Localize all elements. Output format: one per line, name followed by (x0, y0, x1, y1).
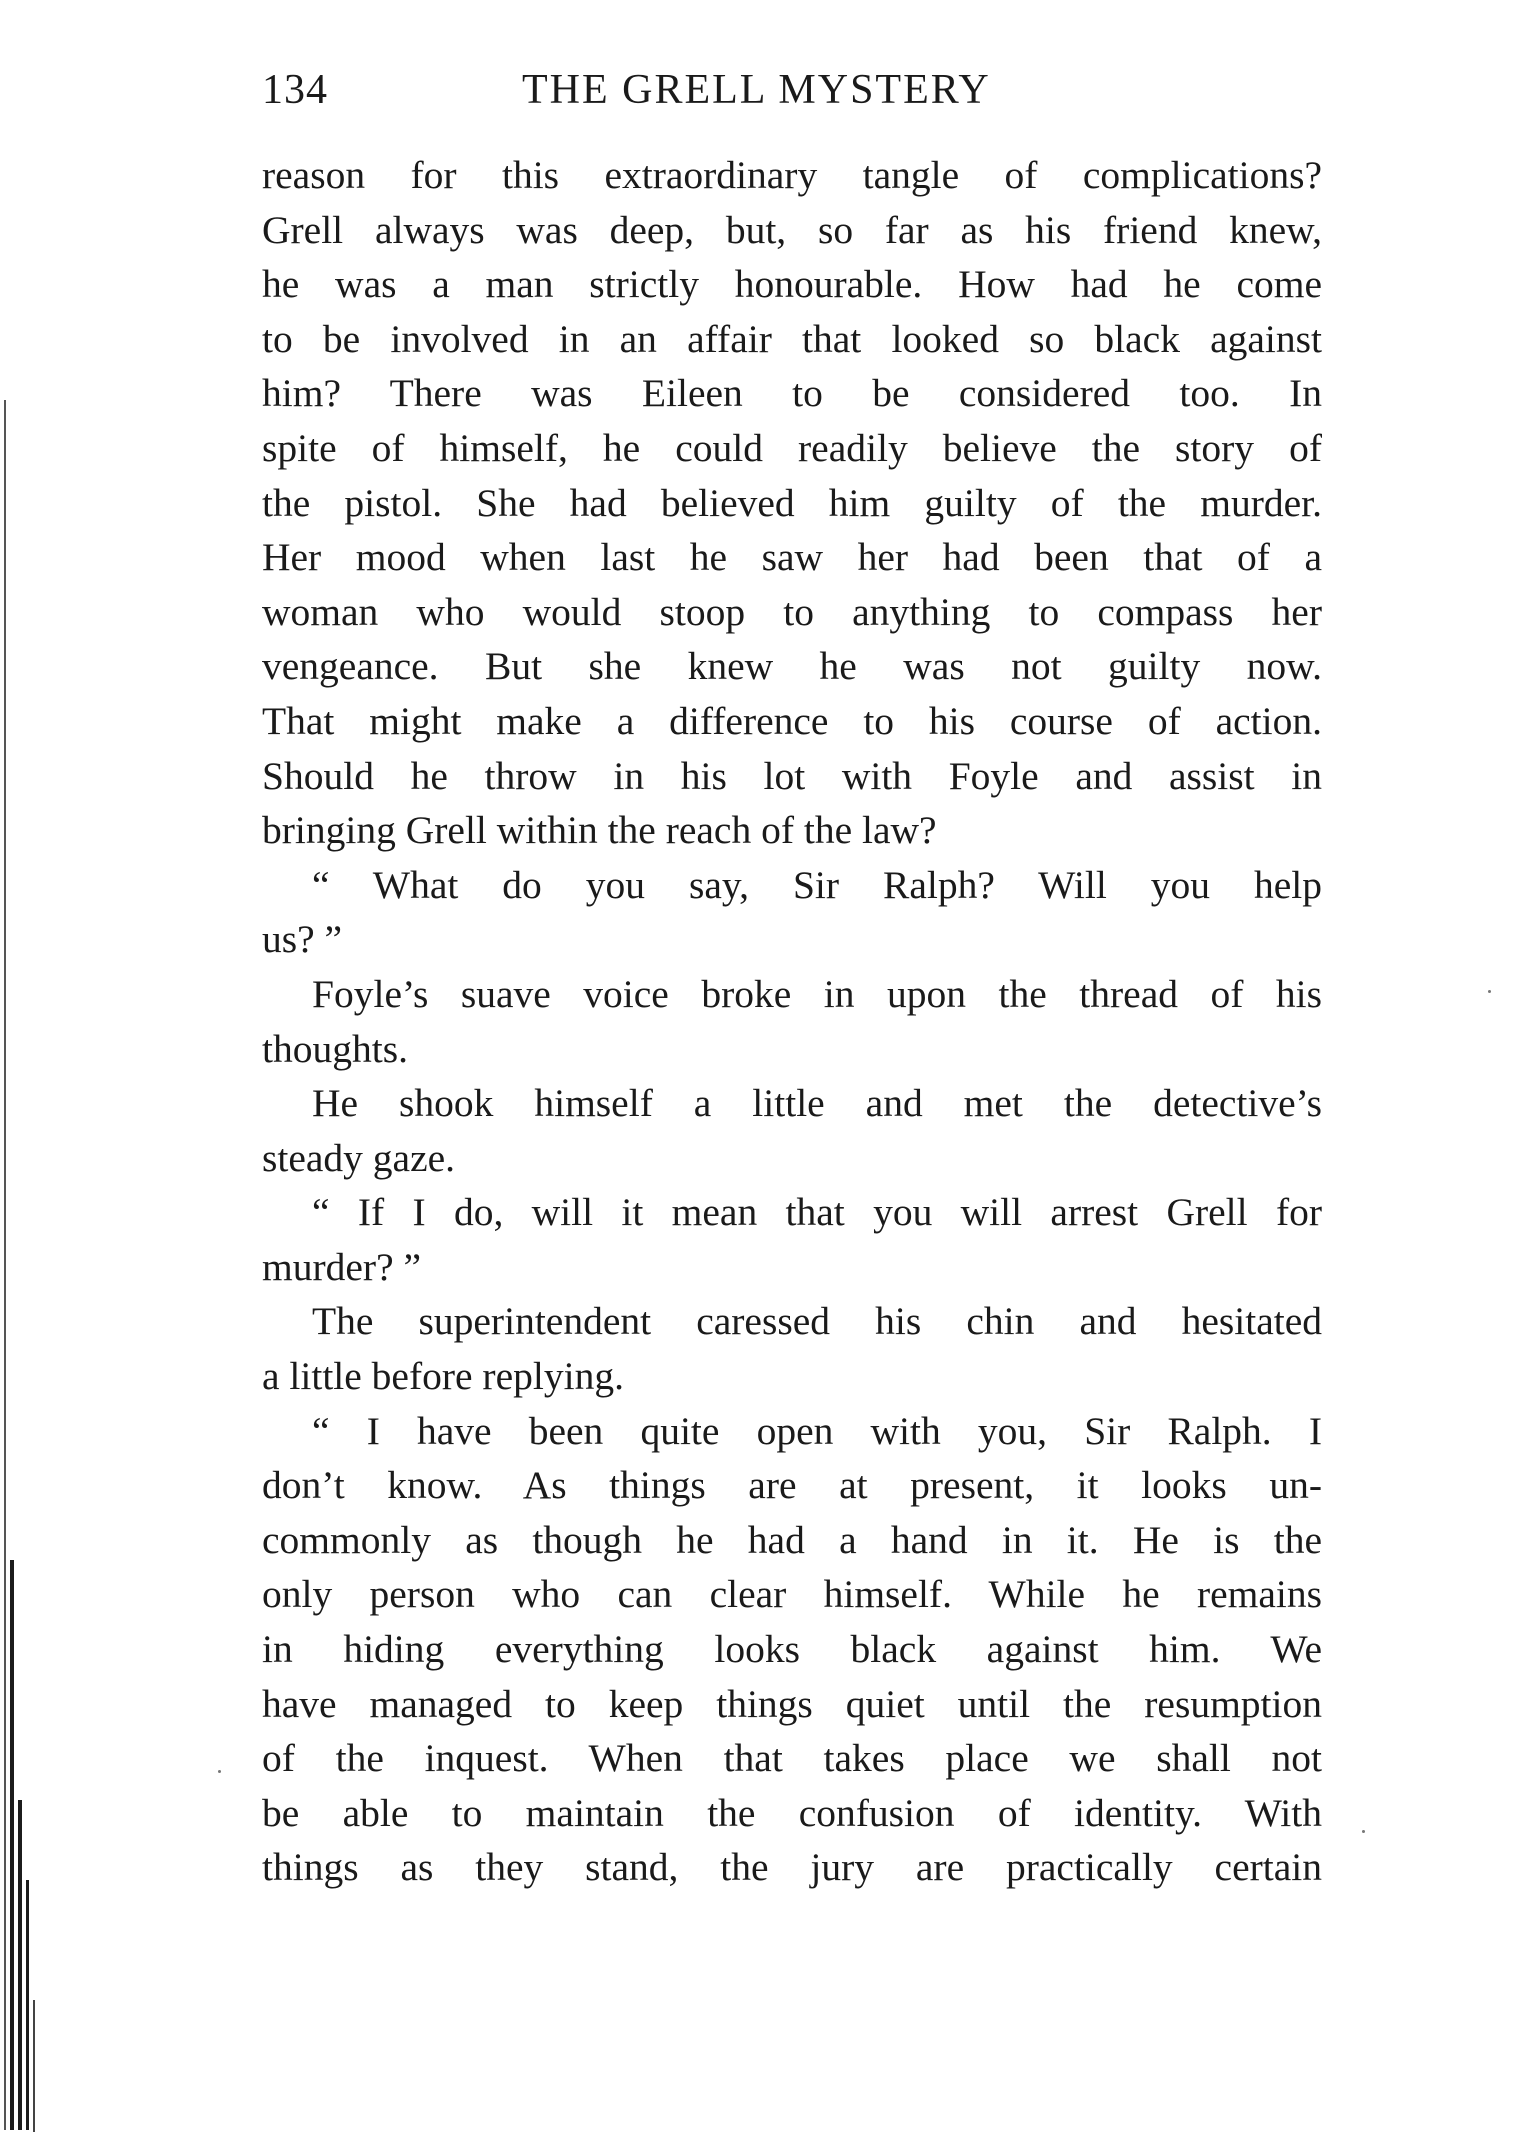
text-line: don’t know. As things are at present, it looks un- (262, 1463, 1322, 1508)
text-line: Should he throw in his lot with Foyle and assist in (262, 753, 1322, 798)
text-line: him? There was Eileen to be considered too. In (262, 371, 1322, 416)
text-line: commonly as though he had a hand in it. He is the (262, 1517, 1322, 1562)
text-line: be able to maintain the confusion of identity. With (262, 1790, 1322, 1835)
text-line: bringing Grell within the reach of the law? (262, 808, 937, 853)
binding-gutter-line (10, 1560, 14, 2130)
text-line: vengeance. But she knew he was not guilty now. (262, 644, 1322, 689)
page-number: 134 (262, 67, 328, 113)
paper-speck (218, 1770, 221, 1773)
body-text (262, 148, 1322, 1895)
binding-gutter-line (18, 1800, 22, 2130)
text-line: woman who would stoop to anything to compass her (262, 589, 1322, 634)
text-line: He shook himself a little and met the detective’s (312, 1081, 1322, 1126)
text-line: things as they stand, the jury are practically certain (262, 1845, 1322, 1890)
text-line: in hiding everything looks black against him. We (262, 1627, 1322, 1672)
text-line: of the inquest. When that takes place we shall not (262, 1736, 1322, 1781)
binding-gutter-line (4, 400, 6, 2130)
text-line: “ If I do, will it mean that you will arrest Grell for (312, 1190, 1322, 1235)
running-header (262, 66, 1322, 126)
text-line: reason for this extraordinary tangle of complications? (262, 153, 1322, 197)
text-line: spite of himself, he could readily believe the story of (262, 425, 1322, 470)
binding-gutter-line (33, 2000, 35, 2132)
text-line: Her mood when last he saw her had been that of a (262, 535, 1322, 580)
binding-gutter-line (26, 1880, 29, 2130)
text-line: a little before replying. (262, 1354, 624, 1399)
text-line: “ What do you say, Sir Ralph? Will you help (312, 862, 1322, 907)
text-line: murder? ” (262, 1244, 422, 1289)
text-line: That might make a difference to his course of action. (262, 698, 1322, 743)
text-line: thoughts. (262, 1026, 408, 1071)
text-line: “ I have been quite open with you, Sir Ralph. I (312, 1408, 1322, 1453)
text-line: have managed to keep things quiet until the resumption (262, 1681, 1322, 1726)
text-line: steady gaze. (262, 1135, 456, 1180)
text-line: to be involved in an affair that looked so black against (262, 316, 1322, 361)
text-line: Grell always was deep, but, so far as his friend knew, (262, 207, 1322, 252)
text-line: The superintendent caressed his chin and hesitated (312, 1299, 1322, 1344)
text-line: the pistol. She had believed him guilty of the murder. (262, 480, 1322, 525)
paper-speck (1488, 990, 1491, 993)
text-line: only person who can clear himself. While he remains (262, 1572, 1322, 1617)
paper-speck (1362, 1830, 1365, 1833)
text-line: Foyle’s suave voice broke in upon the thread of his (312, 971, 1322, 1016)
text-line: he was a man strictly honourable. How had he come (262, 262, 1322, 307)
running-title: THE GRELL MYSTERY (522, 67, 991, 113)
text-line: us? ” (262, 917, 343, 962)
